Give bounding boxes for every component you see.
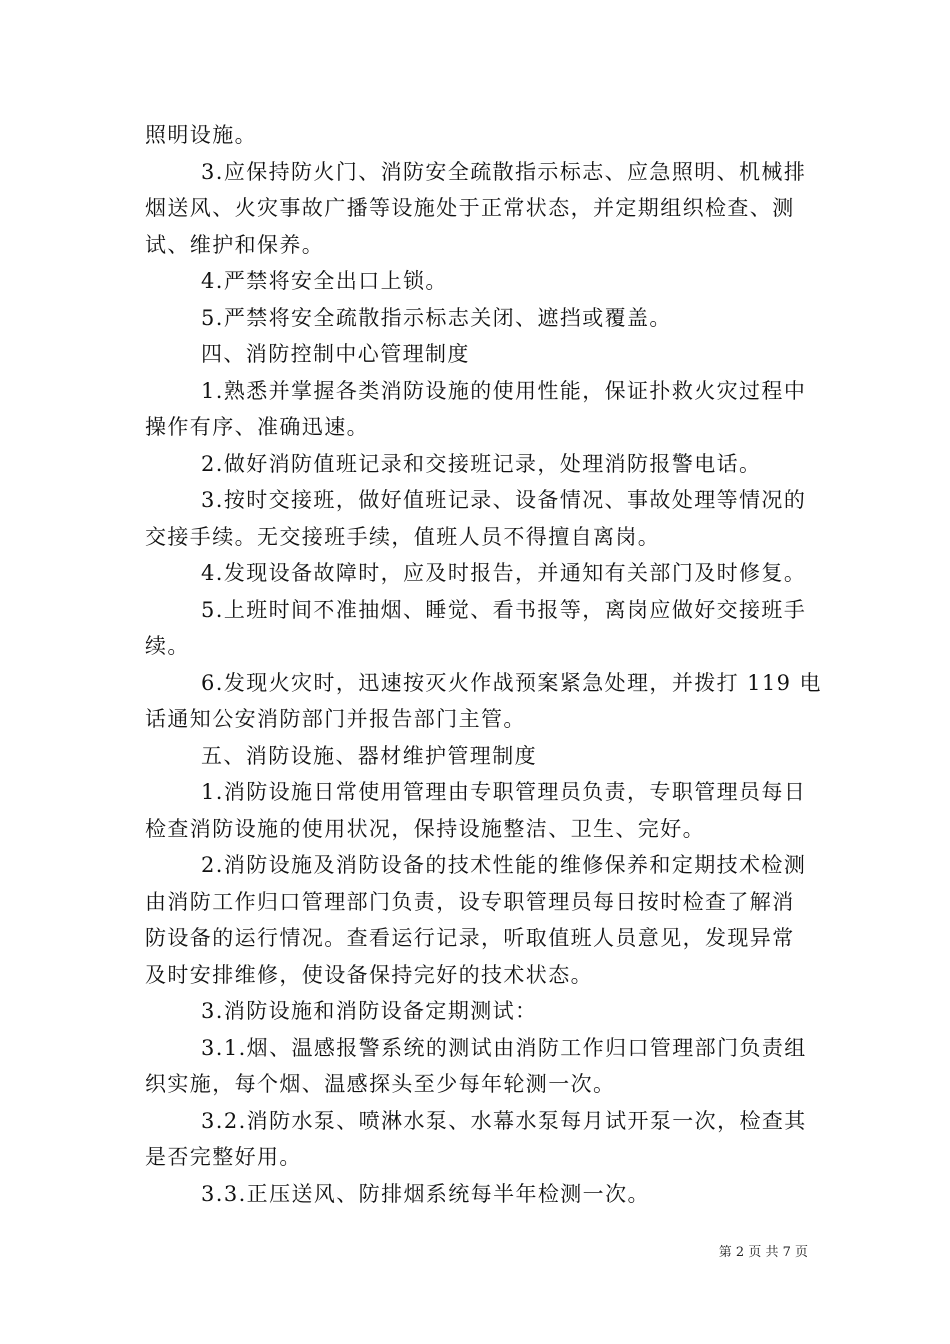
text-line: 3.应保持防火门、消防安全疏散指示标志、应急照明、机械排 — [201, 159, 807, 184]
text-line: 4.严禁将安全出口上锁。 — [201, 269, 448, 293]
text-line: 2.消防设施及消防设备的技术性能的维修保养和定期技术检测 — [201, 853, 807, 877]
text-line: 1.熟悉并掌握各类消防设施的使用性能，保证扑救火灾过程中 — [201, 378, 807, 403]
text-line: 是否完整好用。 — [145, 1145, 302, 1169]
text-line: 3.按时交接班，做好值班记录、设备情况、事故处理等情况的 — [201, 488, 807, 512]
text-line: 照明设施。 — [145, 123, 257, 147]
text-line: 话通知公安消防部门并报告部门主管。 — [145, 707, 526, 731]
text-line: 5.上班时间不准抽烟、睡觉、看书报等，离岗应做好交接班手 — [201, 597, 807, 622]
text-line: 6.发现火灾时，迅速按灭火作战预案紧急处理，并拨打 119 电 — [201, 670, 822, 695]
text-line: 及时安排维修，使设备保持完好的技术状态。 — [145, 962, 593, 987]
text-line: 3.消防设施和消防设备定期测试： — [201, 999, 538, 1023]
text-line: 2.做好消防值班记录和交接班记录，处理消防报警电话。 — [201, 451, 762, 476]
text-line: 5.严禁将安全疏散指示标志关闭、遮挡或覆盖。 — [201, 305, 672, 330]
text-line: 检查消防设施的使用状况，保持设施整洁、卫生、完好。 — [145, 816, 705, 841]
text-line: 3.3.正压送风、防排烟系统每半年检测一次。 — [201, 1181, 650, 1206]
text-line: 交接手续。无交接班手续，值班人员不得擅自离岗。 — [145, 524, 661, 549]
text-line: 防设备的运行情况。查看运行记录，听取值班人员意见，发现异常 — [145, 926, 795, 950]
text-line: 续。 — [145, 634, 190, 658]
text-line: 烟送风、火灾事故广播等设施处于正常状态，并定期组织检查、测 — [145, 196, 795, 220]
text-line: 3.2.消防水泵、喷淋水泵、水幕水泵每月试开泵一次，检查其 — [201, 1108, 807, 1133]
text-line: 四、消防控制中心管理制度 — [201, 342, 470, 366]
text-line: 由消防工作归口管理部门负责，设专职管理员每日按时检查了解消 — [145, 889, 795, 914]
text-line: 4.发现设备故障时，应及时报告，并通知有关部门及时修复。 — [201, 561, 807, 585]
text-line: 织实施，每个烟、温感探头至少每年轮测一次。 — [145, 1072, 616, 1096]
text-line: 1.消防设施日常使用管理由专职管理员负责，专职管理员每日 — [201, 780, 807, 804]
document-body — [145, 117, 822, 1212]
page-number: 第 2 页 共 7 页 — [718, 1245, 808, 1260]
text-line: 操作有序、准确迅速。 — [145, 415, 369, 439]
text-line: 五、消防设施、器材维护管理制度 — [201, 743, 537, 768]
text-line: 3.1.烟、温感报警系统的测试由消防工作归口管理部门负责组 — [201, 1035, 807, 1060]
text-line: 试、维护和保养。 — [145, 232, 325, 257]
